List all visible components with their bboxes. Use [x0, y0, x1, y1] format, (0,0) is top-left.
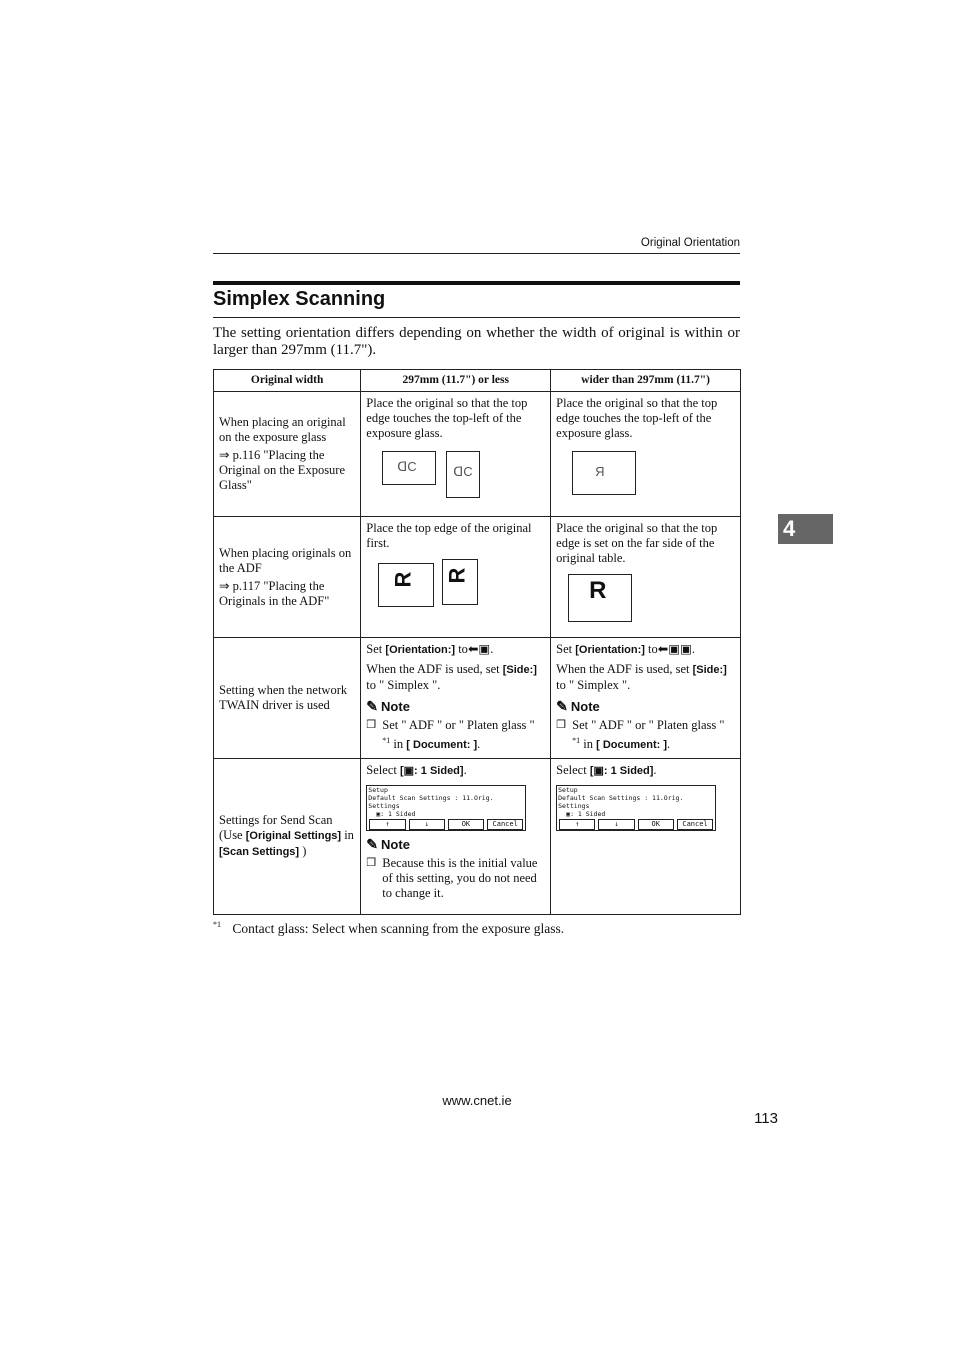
- r-glyph: R: [390, 571, 416, 588]
- pencil-icon: ✎: [556, 698, 568, 714]
- header-original-width: Original width: [214, 370, 361, 392]
- original-wide: Я: [572, 451, 636, 495]
- cell-twain-small: Set [Orientation:] to⬅▣. When the ADF is used, set [Side:] to " Simplex ". ✎ Note ❒ Set " ADF " or " Platen glass " $^{*1}$ in [ Document: ].: [361, 638, 551, 759]
- row-label-twain: [214, 638, 361, 759]
- lcd-cancel-button[interactable]: Cancel: [677, 819, 713, 830]
- original-portrait: ᗡC: [446, 451, 480, 498]
- lcd-panel: [556, 785, 716, 831]
- adf-illustration-large: [556, 572, 735, 626]
- lcd-title: Setup: [368, 786, 388, 794]
- table-row: [214, 759, 741, 915]
- lcd-title: Setup: [558, 786, 578, 794]
- text: Set: [366, 642, 383, 656]
- table-header-row: [214, 370, 741, 392]
- cell-small-glass: [361, 392, 551, 517]
- intro-paragraph: The setting orientation differs depending on whether the width of original is within or larger than 297mm (11.7").: [213, 325, 740, 358]
- note-heading: ✎ Note: [366, 698, 410, 714]
- checkbox-bullet-icon: ❒: [366, 719, 377, 731]
- lcd-ok-button[interactable]: OK: [638, 819, 674, 830]
- cell-send-large: Select [▣: 1 Sided]. Setup Default Scan Settings : 11.Orig. Settings ▣: 1 Sided ↑ ↓ OK Cancel: [551, 759, 741, 915]
- note-heading: ✎ Note: [366, 836, 410, 852]
- header-wider: wider than 297mm (11.7"): [551, 370, 741, 392]
- orientation-portrait-icon: ⬅▣▣: [657, 642, 692, 656]
- lcd-cancel-button[interactable]: Cancel: [487, 819, 523, 830]
- text: Set: [556, 642, 573, 656]
- note-item: ❒ Set " ADF " or " Platen glass " $^{*1}$ in [ Document: ].: [556, 718, 725, 752]
- lcd-panel: [366, 785, 526, 831]
- note-item: ❒ Set " ADF " or " Platen glass " $^{*1}$ in [ Document: ].: [366, 718, 535, 752]
- text: When the ADF is used, set: [366, 662, 500, 676]
- exposure-glass-illustration-large: [556, 447, 735, 507]
- r-glyph: R: [444, 567, 470, 584]
- adf-original-2: [442, 559, 478, 605]
- section-title: Simplex Scanning: [213, 288, 386, 310]
- lcd-up-button[interactable]: ↑: [559, 819, 595, 830]
- cross-reference-link[interactable]: ⇒ p.116 "Placing the Original on the Exposure Glass": [219, 448, 346, 492]
- row-label-text: Setting when the network TWAIN driver is used: [219, 683, 348, 712]
- table-row: [214, 392, 741, 517]
- row-label-exposure-glass: [214, 392, 361, 517]
- header-297-or-less: 297mm (11.7") or less: [361, 370, 551, 392]
- text: to " Simplex ".: [366, 678, 441, 692]
- lcd-orientation-icon: ▣: [566, 810, 571, 818]
- adf-illustration: [366, 557, 545, 613]
- portrait-original-icon: ▣: [593, 765, 604, 777]
- title-rule: [213, 281, 740, 285]
- cell-text: Place the original so that the top edge is set on the far side of the original table.: [556, 521, 718, 565]
- pencil-icon: ✎: [366, 836, 379, 852]
- lcd-down-button[interactable]: ↓: [409, 819, 445, 830]
- cell-small-adf: [361, 517, 551, 638]
- side-setting: [Side:]: [502, 664, 537, 676]
- note-heading: ✎ Note: [556, 698, 600, 714]
- lcd-up-button[interactable]: ↑: [369, 819, 405, 830]
- footnote-mark: *1: [213, 920, 221, 929]
- landscape-original-icon: ▣: [403, 765, 415, 777]
- row-label-text: When placing an original on the exposure glass: [219, 415, 346, 444]
- pencil-icon: ✎: [366, 698, 379, 714]
- cell-twain-large: Set [Orientation:] to⬅▣▣. When the ADF is used, set [Side:] to " Simplex ". ✎ Note ❒ Set " ADF " or " Platen glass " $^{*1}$ in [ Document: ].: [551, 638, 741, 759]
- cell-send-small: Select [▣: 1 Sided]. Setup Default Scan Settings : 11.Orig. Settings ▣: 1 Sided ↑ ↓ OK Cancel ✎ Note ❒ Because this is the initial value of this setting, you do not need to change it.: [361, 759, 551, 915]
- running-head: Original Orientation: [640, 237, 740, 249]
- table-row: [214, 638, 741, 759]
- row-label-adf: [214, 517, 361, 638]
- checkbox-bullet-icon: ❒: [556, 719, 567, 731]
- lcd-orientation-icon: ▣: [376, 810, 381, 818]
- title-underline: [213, 317, 740, 318]
- lcd-line: : 1 Sided: [380, 810, 416, 818]
- note-item: ❒ Because this is the initial value of this setting, you do not need to change it.: [366, 856, 538, 900]
- table-row: [214, 517, 741, 638]
- exposure-glass-illustration: [366, 447, 545, 507]
- row-label-text: When placing originals on the ADF: [219, 545, 352, 575]
- original-landscape: ᗡC: [382, 451, 436, 485]
- page-number: 113: [754, 1110, 778, 1127]
- header-rule: [213, 253, 740, 254]
- cell-large-glass: [551, 392, 741, 517]
- footnote: [213, 920, 740, 937]
- cell-text: Place the original so that the top edge touches the top-left of the exposure glass.: [366, 396, 528, 440]
- lcd-down-button[interactable]: ↓: [598, 819, 634, 830]
- row-label-send-scan: Settings for Send Scan (Use [Original Settings] in [Scan Settings] ): [214, 759, 361, 915]
- lcd-ok-button[interactable]: OK: [448, 819, 484, 830]
- footer-url: www.cnet.ie: [442, 1093, 512, 1108]
- cell-text: Place the top edge of the original first.: [366, 521, 532, 550]
- lcd-line: : 1 Sided: [570, 810, 606, 818]
- text: to: [648, 642, 658, 656]
- orientation-landscape-icon: ⬅▣: [467, 642, 491, 656]
- text: When the ADF is used, set: [556, 662, 690, 676]
- lcd-line: Default Scan Settings : 11.Orig. Settings: [368, 794, 494, 810]
- checkbox-bullet-icon: ❒: [366, 857, 377, 869]
- cell-text: Place the original so that the top edge touches the top-left of the exposure glass.: [556, 396, 718, 440]
- orientation-table: [213, 369, 741, 915]
- text: to " Simplex ".: [556, 678, 631, 692]
- cell-large-adf: [551, 517, 741, 638]
- r-glyph: R: [589, 577, 607, 604]
- chapter-tab: 4: [778, 514, 833, 544]
- cross-reference-link[interactable]: ⇒ p.117 "Placing the Originals in the ADF": [219, 578, 330, 608]
- side-setting: [Side:]: [692, 664, 727, 676]
- adf-original-1: [378, 563, 434, 607]
- text: to: [458, 642, 468, 656]
- adf-original-wide: [568, 574, 632, 622]
- orientation-setting: [Orientation:]: [575, 644, 645, 656]
- orientation-setting: [Orientation:]: [385, 644, 456, 656]
- lcd-line: Default Scan Settings : 11.Orig. Settings: [558, 794, 684, 810]
- footnote-text: Contact glass: Select when scanning from the exposure glass.: [232, 920, 565, 936]
